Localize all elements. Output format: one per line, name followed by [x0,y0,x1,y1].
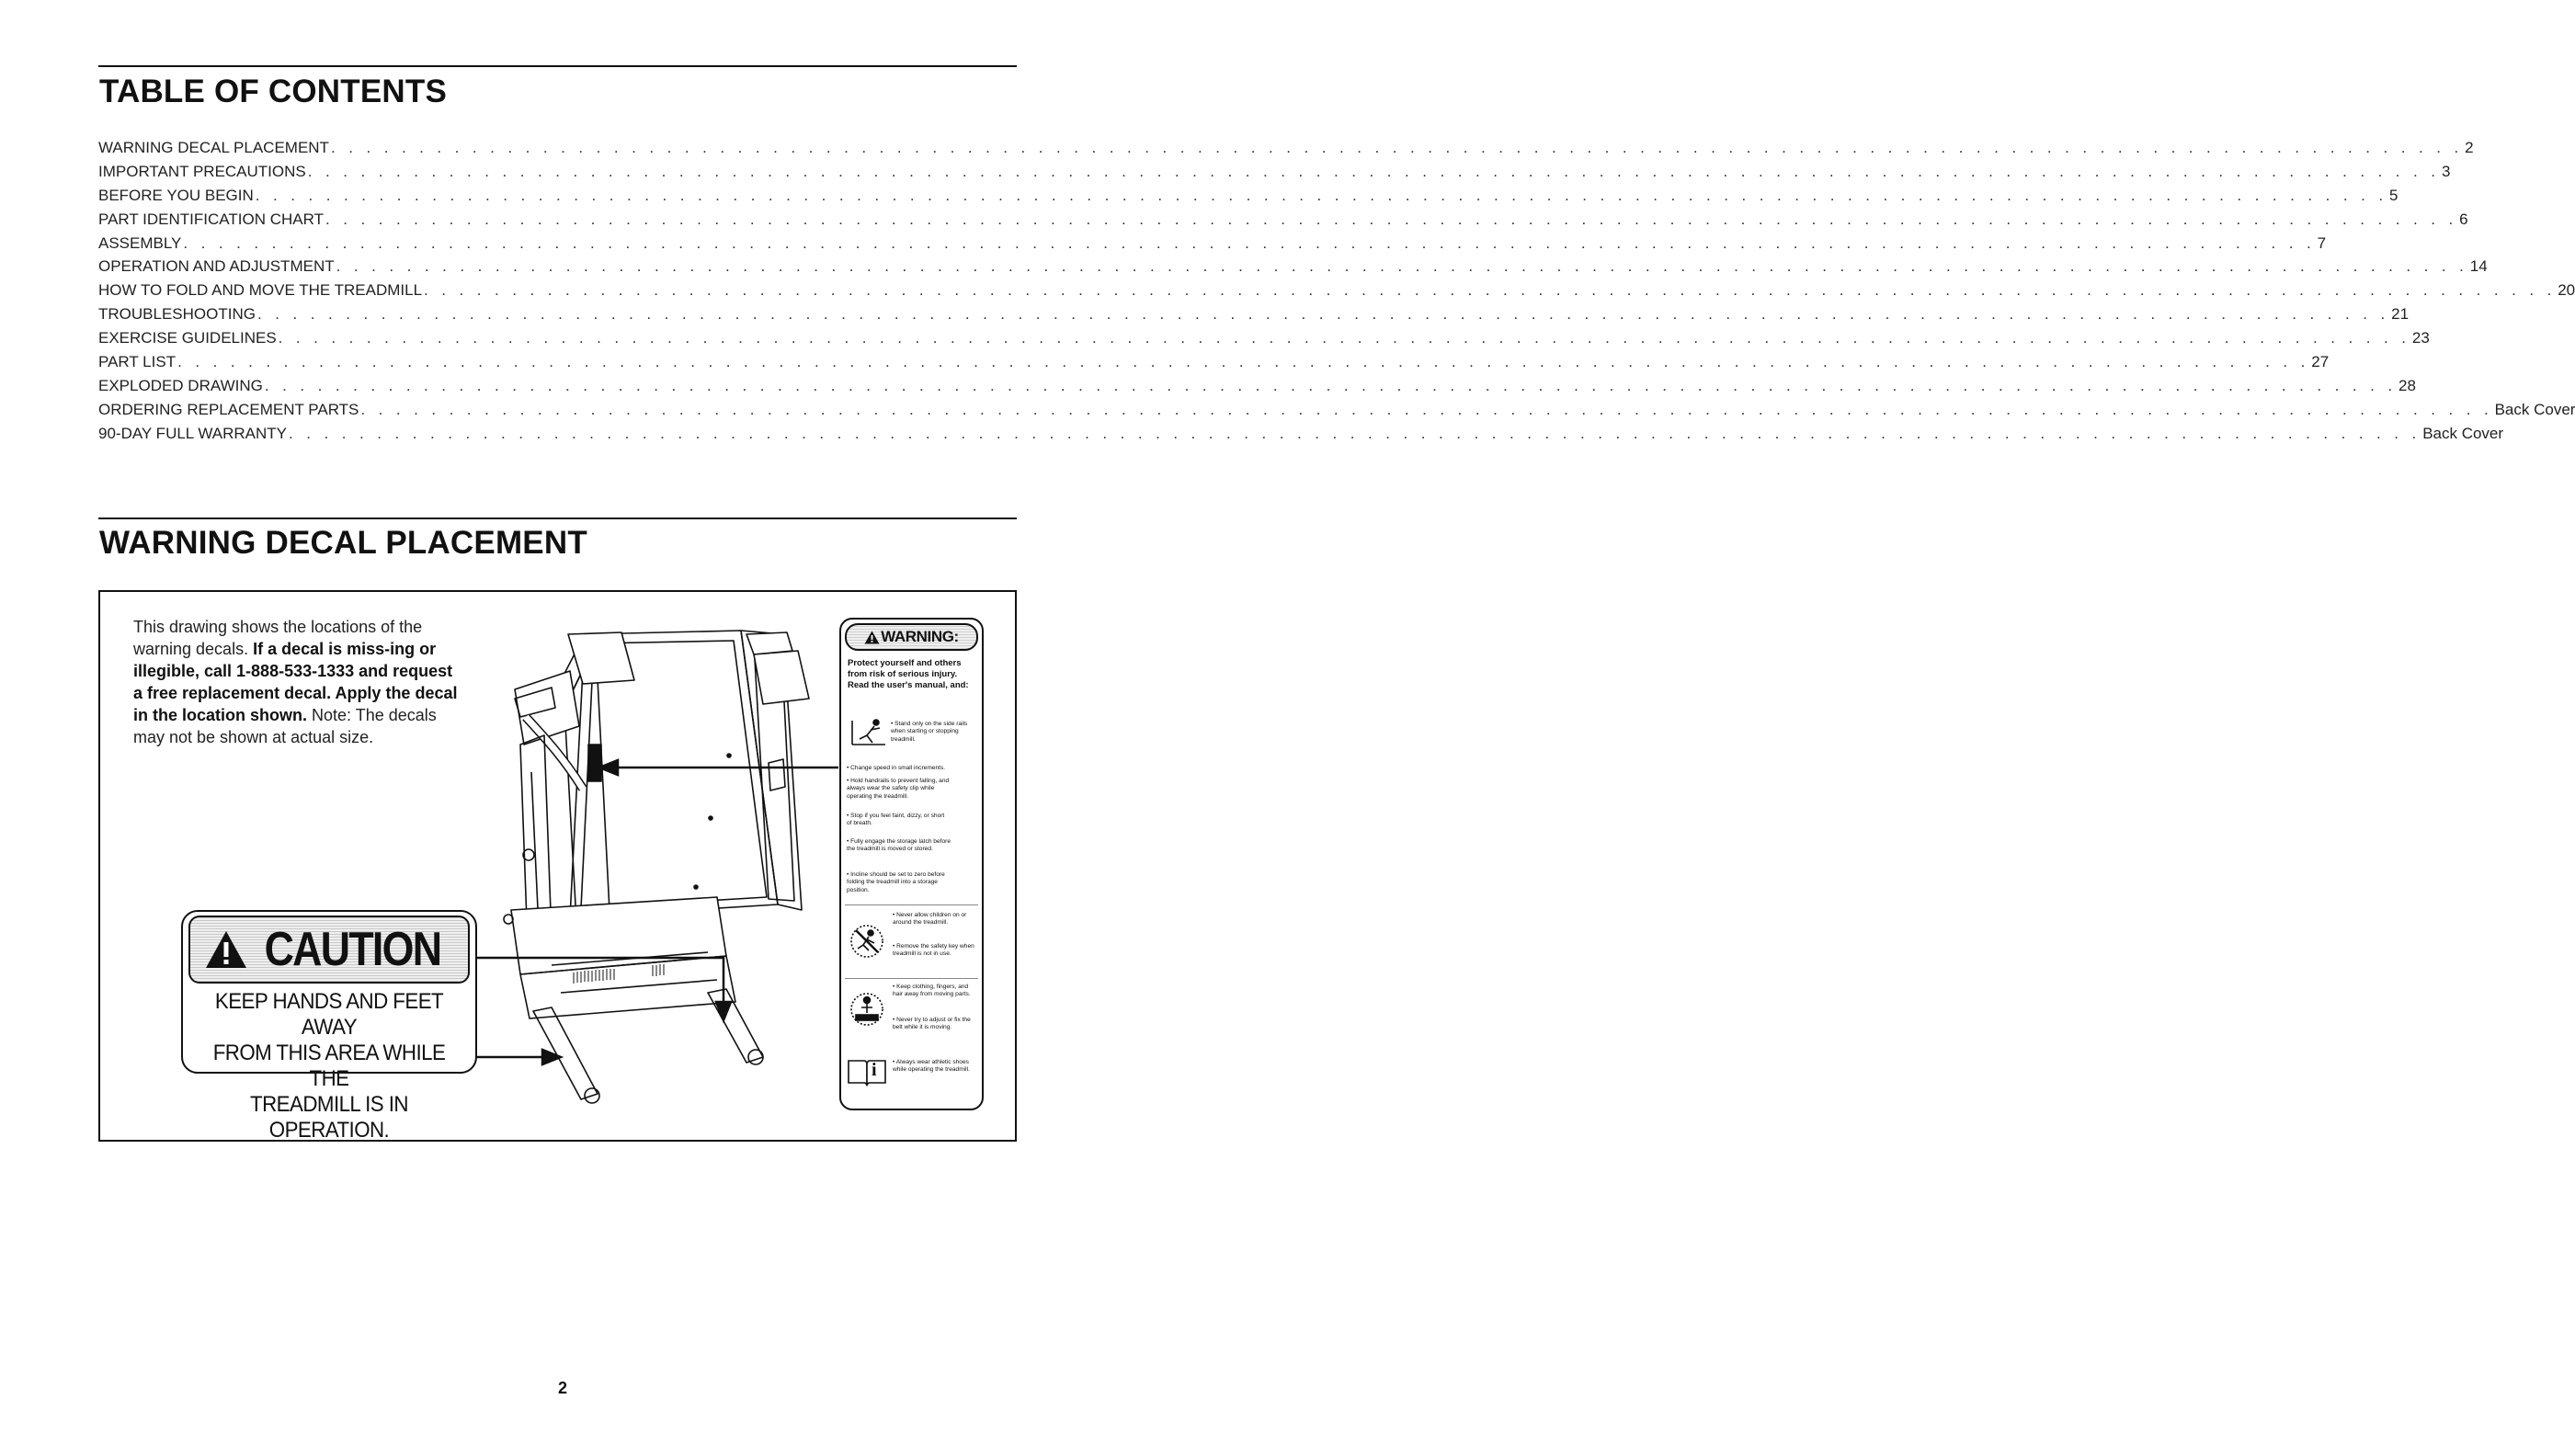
toc-entry-page: 2 [2465,139,2474,156]
warning-bullet-3: • Hold handrails to prevent falling, and always wear the safety clip while operating the treadmill. [847,778,950,800]
moving-parts-icon [849,991,885,1028]
toc-entry-title: IMPORTANT PRECAUTIONS [98,162,306,180]
alert-triangle-icon [864,631,880,644]
toc-leader-dots: . . . . . . . . . . . . . . . . . . . . . . . . . . . . . . . . . . . . . . . . . . . . . . . . . . . . . . . . . . . . . . . . . . . . . . . . . . . . . . . . . . . . . . . . . . . . . . . . . . . . . . . . . . . . . . . . . . . . . . . . . [183,233,2316,252]
toc-entry-title: OPERATION AND ADJUSTMENT [98,257,335,276]
warning-bullet-10: • Never try to adjust or fix the belt while it is moving. [893,1017,971,1031]
warning-heading: WARNING: [881,628,959,645]
toc-entry-page: 14 [2469,257,2488,276]
toc-entry-page: 20 [2558,281,2575,300]
intro-note-text: Note: The decals may not be shown at actual size. [133,706,437,746]
warning-bullet-6: • Incline should be set to zero before folding the treadmill into a storage position. [847,871,945,893]
toc-entry-title: PART LIST [98,353,177,371]
warning-decal [839,618,984,1110]
warning-bullet-7: • Never allow children on or around the treadmill. [893,912,967,927]
warning-bullet-2: • Change speed in small increments. [847,765,946,771]
caution-message [193,989,465,1143]
toc-leader-dots: . . . . . . . . . . . . . . . . . . . . . . . . . . . . . . . . . . . . . . . . . . . . . . . . . . . . . . . . . . . . . . . . . . . . . . . . . . . . . . . . . . . . . . . . . . . . . . . . . . . . . . . . . . . . . . . . . . . . . . . . . [256,305,2390,324]
caution-heading: CAUTION [264,923,440,976]
decal-section-heading: WARNING DECAL PLACEMENT [99,525,587,561]
toc-entry-title: HOW TO FOLD AND MOVE THE TREADMILL [98,281,423,300]
intro-bold-text: If a decal is miss-ing or illegible, call 1-888-533-1333 and request a free replacement decal. Apply the decal in the location shown. [133,640,458,724]
toc-entry-page: 6 [2459,210,2468,228]
toc-leader-dots: . . . . . . . . . . . . . . . . . . . . . . . . . . . . . . . . . . . . . . . . . . . . . . . . . . . . . . . . . . . . . . . . . . . . . . . . . . . . . . . . . . . . . . . . . . . . . . . . . . . . . . . . . . . . . . . . . . . . . . . . . [424,281,2557,300]
toc-leader-dots: . . . . . . . . . . . . . . . . . . . . . . . . . . . . . . . . . . . . . . . . . . . . . . . . . . . . . . . . . . . . . . . . . . . . . . . . . . . . . . . . . . . . . . . . . . . . . . . . . . . . . . . . . . . . . . . . . . . . . . . . . [360,400,2493,418]
toc-entry-title: ORDERING REPLACEMENT PARTS [98,400,359,418]
toc-entry-page: 7 [2317,233,2327,252]
toc-entry-title: 90-DAY FULL WARRANTY [98,424,287,442]
page-number: 2 [557,1379,567,1397]
toc-leader-dots: . . . . . . . . . . . . . . . . . . . . . . . . . . . . . . . . . . . . . . . . . . . . . . . . . . . . . . . . . . . . . . . . . . . . . . . . . . . . . . . . . . . . . . . . . . . . . . . . . . . . . . . . . . . . . . . . . . . . . . . . . [307,162,2440,180]
warning-divider [845,904,978,905]
toc-entry-title: EXERCISE GUIDELINES [98,329,277,347]
read-manual-icon [847,1057,887,1086]
toc-heading: TABLE OF CONTENTS [99,74,448,109]
toc-entry-page: Back Cover [2422,424,2504,442]
no-children-icon [849,923,885,960]
treadmill-step-icon [849,717,889,748]
toc-entry-title: TROUBLESHOOTING [98,305,256,324]
toc-entry-title: BEFORE YOU BEGIN [98,186,254,204]
toc-leader-dots: . . . . . . . . . . . . . . . . . . . . . . . . . . . . . . . . . . . . . . . . . . . . . . . . . . . . . . . . . . . . . . . . . . . . . . . . . . . . . . . . . . . . . . . . . . . . . . . . . . . . . . . . . . . . . . . . . . . . . . . . . [264,376,2398,394]
caution-line-2: FROM THIS AREA WHILE THE [212,1041,446,1091]
toc-entry-title: PART IDENTIFICATION CHART [98,210,324,228]
toc-entry-page: 21 [2391,305,2410,324]
toc-leader-dots: . . . . . . . . . . . . . . . . . . . . . . . . . . . . . . . . . . . . . . . . . . . . . . . . . . . . . . . . . . . . . . . . . . . . . . . . . . . . . . . . . . . . . . . . . . . . . . . . . . . . . . . . . . . . . . . . . . . . . . . . . [325,210,2458,228]
warning-decal-header [845,623,978,651]
warning-divider [845,978,978,979]
toc-entry-page: 28 [2398,376,2416,394]
toc-entry-page: 23 [2411,329,2430,347]
toc-entry-title: WARNING DECAL PLACEMENT [98,139,329,156]
toc-leader-dots: . . . . . . . . . . . . . . . . . . . . . . . . . . . . . . . . . . . . . . . . . . . . . . . . . . . . . . . . . . . . . . . . . . . . . . . . . . . . . . . . . . . . . . . . . . . . . . . . . . . . . . . . . . . . . . . . . . . . . . . . . [336,257,2468,276]
warning-bullet-9: • Keep clothing, fingers, and hair away from moving parts. [893,984,971,998]
caution-decal [181,910,477,1143]
toc-entry-page: 3 [2441,162,2451,180]
caution-line-3: TREADMILL IS IN OPERATION. [250,1092,408,1143]
toc-entry-title: ASSEMBLY [98,233,182,252]
warning-bullet-1: • Stand only on the side rails when starting or stopping treadmill. [891,721,968,743]
toc-leader-dots: . . . . . . . . . . . . . . . . . . . . . . . . . . . . . . . . . . . . . . . . . . . . . . . . . . . . . . . . . . . . . . . . . . . . . . . . . . . . . . . . . . . . . . . . . . . . . . . . . . . . . . . . . . . . . . . . . . . . . . . . . [278,329,2410,347]
warning-bullet-4: • Stop if you feel faint, dizzy, or short of breath. [847,813,945,827]
info-glyph: i [872,1060,877,1080]
warning-bullet-8: • Remove the safety key when treadmill is not in use. [893,943,974,958]
toc-entry-title: EXPLODED DRAWING [98,376,263,394]
toc-entry-page: Back Cover [2494,400,2575,418]
toc-leader-dots: . . . . . . . . . . . . . . . . . . . . . . . . . . . . . . . . . . . . . . . . . . . . . . . . . . . . . . . . . . . . . . . . . . . . . . . . . . . . . . . . . . . . . . . . . . . . . . . . . . . . . . . . . . . . . . . . . . . . . . . . . [330,139,2464,156]
warning-bullet-11: • Always wear athletic shoes while operating the treadmill. [893,1059,970,1074]
toc-leader-dots: . . . . . . . . . . . . . . . . . . . . . . . . . . . . . . . . . . . . . . . . . . . . . . . . . . . . . . . . . . . . . . . . . . . . . . . . . . . . . . . . . . . . . . . . . . . . . . . . . . . . . . . . . . . . . . . . . . . . . . . . . [255,186,2387,204]
toc-entry-page: 27 [2311,353,2330,371]
caution-decal-header [188,916,470,984]
toc-leader-dots: . . . . . . . . . . . . . . . . . . . . . . . . . . . . . . . . . . . . . . . . . . . . . . . . . . . . . . . . . . . . . . . . . . . . . . . . . . . . . . . . . . . . . . . . . . . . . . . . . . . . . . . . . . . . . . . . . . . . . . . . . [177,353,2310,371]
warning-intro: Protect yourself and others from risk of serious injury. Read the user's manual, and: [848,658,969,690]
toc-entry-page: 5 [2388,186,2398,204]
warning-bullet-5: • Fully engage the storage latch before the treadmill is moved or stored. [847,838,951,853]
caution-line-1: KEEP HANDS AND FEET AWAY [214,989,444,1040]
alert-triangle-icon [204,929,248,970]
intro-plain-text: This drawing shows the locations of the warning decals. [133,618,423,658]
toc-leader-dots: . . . . . . . . . . . . . . . . . . . . . . . . . . . . . . . . . . . . . . . . . . . . . . . . . . . . . . . . . . . . . . . . . . . . . . . . . . . . . . . . . . . . . . . . . . . . . . . . . . . . . . . . . . . . . . . . . . . . . . . . . [289,424,2421,442]
